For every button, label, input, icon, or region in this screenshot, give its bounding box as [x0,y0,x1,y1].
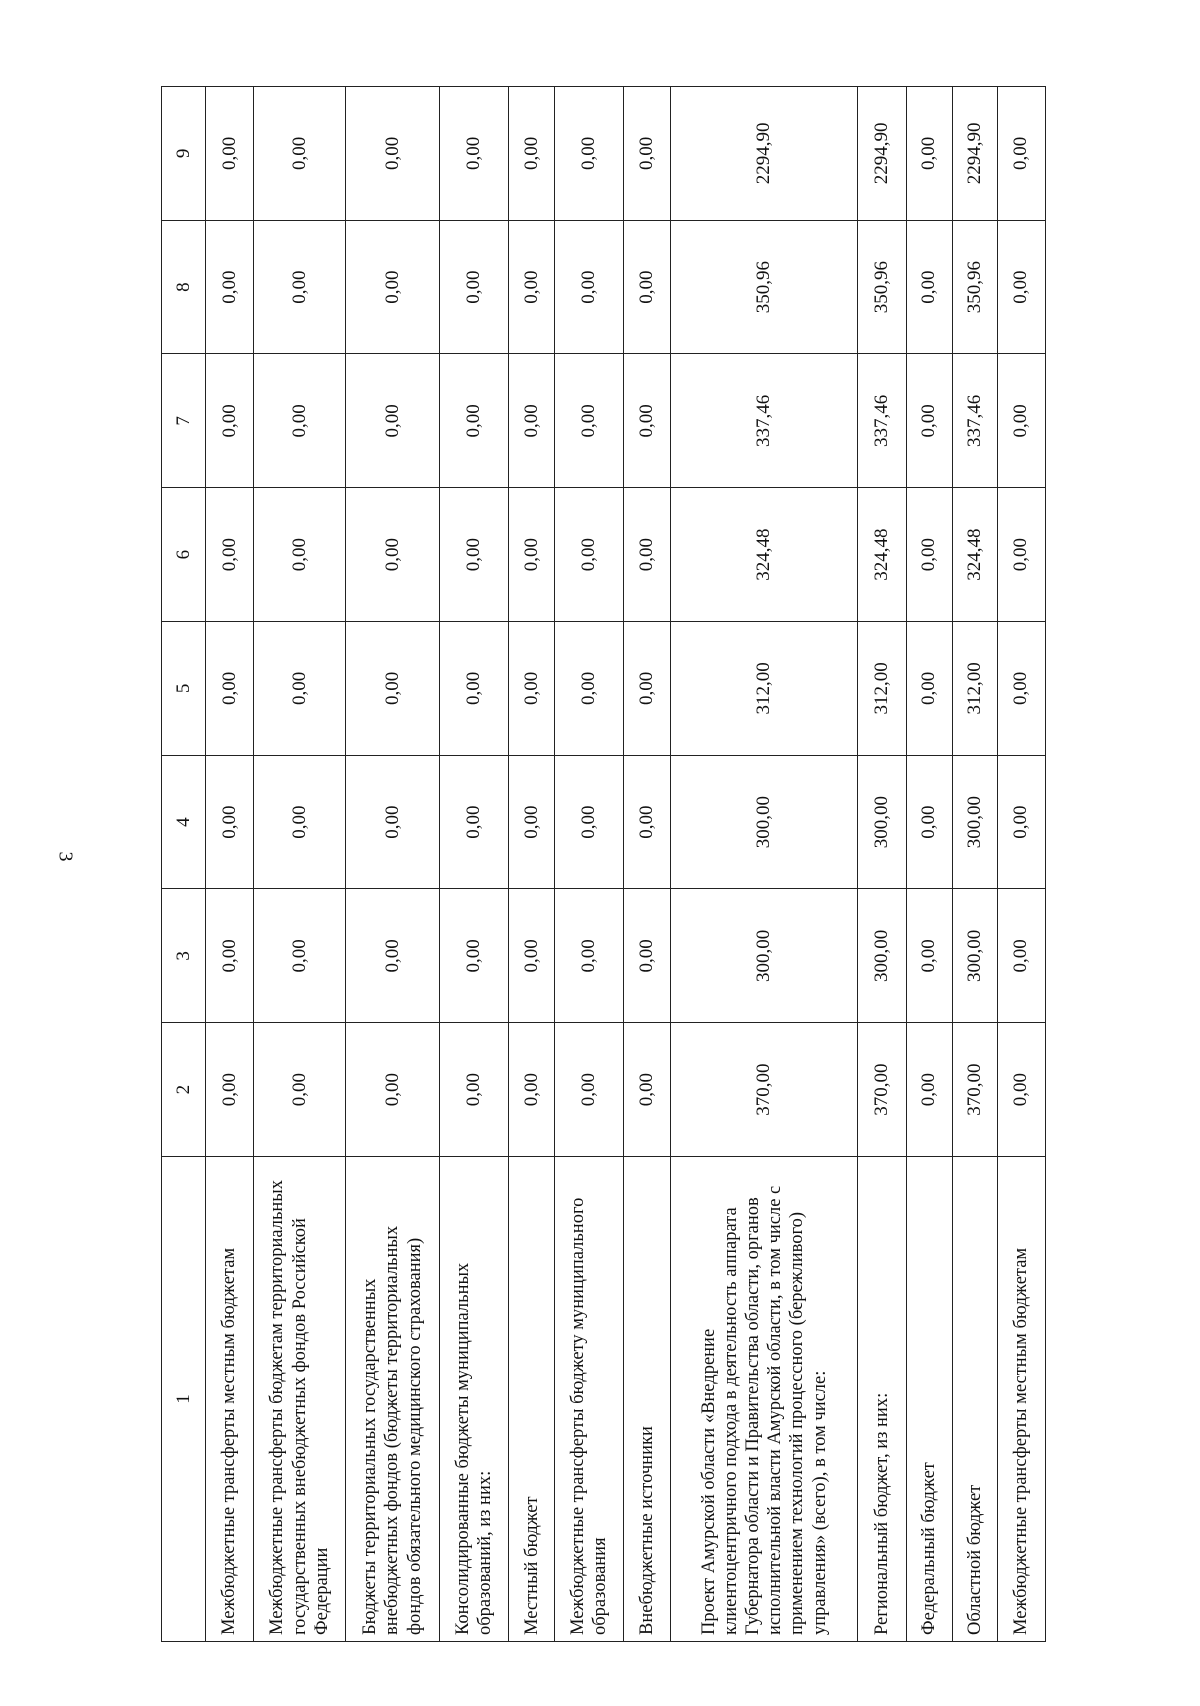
table-cell: 0,00 [509,755,555,889]
table-cell: 337,46 [671,354,858,488]
row-label: Региональный бюджет, из них: [858,1157,906,1642]
table-cell: 0,00 [346,889,439,1023]
table-cell: 0,00 [555,488,624,622]
table-cell: 0,00 [623,87,670,221]
row-label: Межбюджетные трансферты местным бюджетам [206,1157,254,1642]
table-cell: 0,00 [623,622,670,756]
table-cell: 0,00 [346,488,439,622]
table-cell: 0,00 [439,622,509,756]
table-row [439,87,509,1642]
row-label: Межбюджетные трансферты бюджетам территориальных государственных внебюджетных фондов Российской Федерации [254,1157,346,1642]
table-cell: 0,00 [439,488,509,622]
table-cell: 0,00 [906,220,952,354]
table-cell: 0,00 [346,87,439,221]
table-cell: 2294,90 [858,87,906,221]
table-cell: 337,46 [952,354,997,488]
table-row [555,87,624,1642]
table-cell: 0,00 [906,622,952,756]
column-header: 1 [162,1157,206,1642]
table-cell: 0,00 [509,354,555,488]
table-cell: 300,00 [858,889,906,1023]
table-row [206,87,254,1642]
table-row [254,87,346,1642]
row-label: Проект Амурской области «Внедрение клиентоцентричного подхода в деятельность аппарата Губернатора области и Правительства области, органов исполнительной власти Амурской области, в том числе с применением технологий процессного (бережливого) управления» (всего), в том числе: [671,1157,858,1642]
table-cell: 0,00 [997,354,1045,488]
table-cell: 0,00 [254,87,346,221]
table-cell: 0,00 [254,488,346,622]
table-cell: 312,00 [952,622,997,756]
table-row [952,87,997,1642]
table-cell: 0,00 [997,889,1045,1023]
table-cell: 0,00 [623,1023,670,1157]
table-cell: 0,00 [555,889,624,1023]
table-cell: 0,00 [509,87,555,221]
table-row [623,87,670,1642]
table-cell: 0,00 [206,220,254,354]
table-cell: 0,00 [555,354,624,488]
table-cell: 0,00 [254,755,346,889]
table-cell: 0,00 [439,755,509,889]
row-label: Межбюджетные трансферты местным бюджетам [997,1157,1045,1642]
table-cell: 350,96 [858,220,906,354]
table-cell: 350,96 [952,220,997,354]
table-cell: 0,00 [346,354,439,488]
table-cell: 0,00 [555,1023,624,1157]
table-cell: 370,00 [671,1023,858,1157]
table-cell: 0,00 [254,622,346,756]
table-cell: 0,00 [623,488,670,622]
row-label: Областной бюджет [952,1157,997,1642]
table-cell: 324,48 [858,488,906,622]
table-cell: 312,00 [858,622,906,756]
table-cell: 324,48 [952,488,997,622]
column-header: 3 [162,889,206,1023]
table-cell: 0,00 [623,755,670,889]
table-cell: 0,00 [906,1023,952,1157]
table-cell: 370,00 [858,1023,906,1157]
table-cell: 0,00 [206,87,254,221]
table-cell: 312,00 [671,622,858,756]
page-number: 3 [54,851,77,862]
row-label: Местный бюджет [509,1157,555,1642]
table-cell: 0,00 [906,488,952,622]
table-cell: 0,00 [906,755,952,889]
table-cell: 0,00 [346,622,439,756]
table-cell: 0,00 [509,622,555,756]
table-cell: 337,46 [858,354,906,488]
table-cell: 0,00 [346,755,439,889]
table-cell: 0,00 [555,220,624,354]
table-cell: 0,00 [509,889,555,1023]
table-cell: 324,48 [671,488,858,622]
table-cell: 0,00 [997,622,1045,756]
table-cell: 0,00 [206,622,254,756]
table-cell: 0,00 [555,622,624,756]
table-cell: 0,00 [346,220,439,354]
table-cell: 0,00 [509,488,555,622]
header-row [162,87,206,1642]
row-label: Консолидированные бюджеты муниципальных образований, из них: [439,1157,509,1642]
table-cell: 0,00 [206,488,254,622]
table-cell: 0,00 [346,1023,439,1157]
column-header: 6 [162,488,206,622]
column-header: 8 [162,220,206,354]
table-cell: 0,00 [254,1023,346,1157]
table-cell: 0,00 [997,220,1045,354]
table-cell: 0,00 [439,889,509,1023]
table-cell: 300,00 [952,755,997,889]
table-cell: 0,00 [997,87,1045,221]
column-header: 2 [162,1023,206,1157]
table-cell: 0,00 [509,220,555,354]
table-cell: 300,00 [671,889,858,1023]
column-header: 7 [162,354,206,488]
table-row [509,87,555,1642]
column-header: 5 [162,622,206,756]
table-cell: 350,96 [671,220,858,354]
table-cell: 0,00 [997,755,1045,889]
column-header: 4 [162,755,206,889]
table-cell: 0,00 [206,755,254,889]
table-cell: 0,00 [623,354,670,488]
table-cell: 0,00 [555,755,624,889]
budget-table [161,86,1046,1642]
table-cell: 2294,90 [952,87,997,221]
table-cell: 0,00 [206,1023,254,1157]
table-cell: 300,00 [858,755,906,889]
table-cell: 0,00 [439,220,509,354]
table-cell: 0,00 [623,889,670,1023]
table-cell: 0,00 [254,220,346,354]
table-cell: 0,00 [254,889,346,1023]
table-cell: 300,00 [671,755,858,889]
table-cell: 2294,90 [671,87,858,221]
table-cell: 0,00 [906,889,952,1023]
table-cell: 370,00 [952,1023,997,1157]
table-row [906,87,952,1642]
row-label: Бюджеты территориальных государственных внебюджетных фондов (бюджеты территориальных фондов обязательного медицинского страхования) [346,1157,439,1642]
table-cell: 0,00 [997,1023,1045,1157]
table-cell: 0,00 [906,87,952,221]
row-label: Федеральный бюджет [906,1157,952,1642]
table-cell: 0,00 [623,220,670,354]
table-cell: 0,00 [254,354,346,488]
table-row [858,87,906,1642]
table-row [346,87,439,1642]
table-row [671,87,858,1642]
table-cell: 0,00 [906,354,952,488]
table-cell: 0,00 [439,87,509,221]
table-cell: 0,00 [206,354,254,488]
row-label: Внебюджетные источники [623,1157,670,1642]
rotated-table-wrapper [161,87,1046,1642]
table-cell: 0,00 [439,1023,509,1157]
table-cell: 0,00 [509,1023,555,1157]
column-header: 9 [162,87,206,221]
table-cell: 0,00 [555,87,624,221]
table-cell: 0,00 [439,354,509,488]
row-label: Межбюджетные трансферты бюджету муниципального образования [555,1157,624,1642]
table-cell: 0,00 [997,488,1045,622]
table-cell: 300,00 [952,889,997,1023]
table-cell: 0,00 [206,889,254,1023]
table-row [997,87,1045,1642]
